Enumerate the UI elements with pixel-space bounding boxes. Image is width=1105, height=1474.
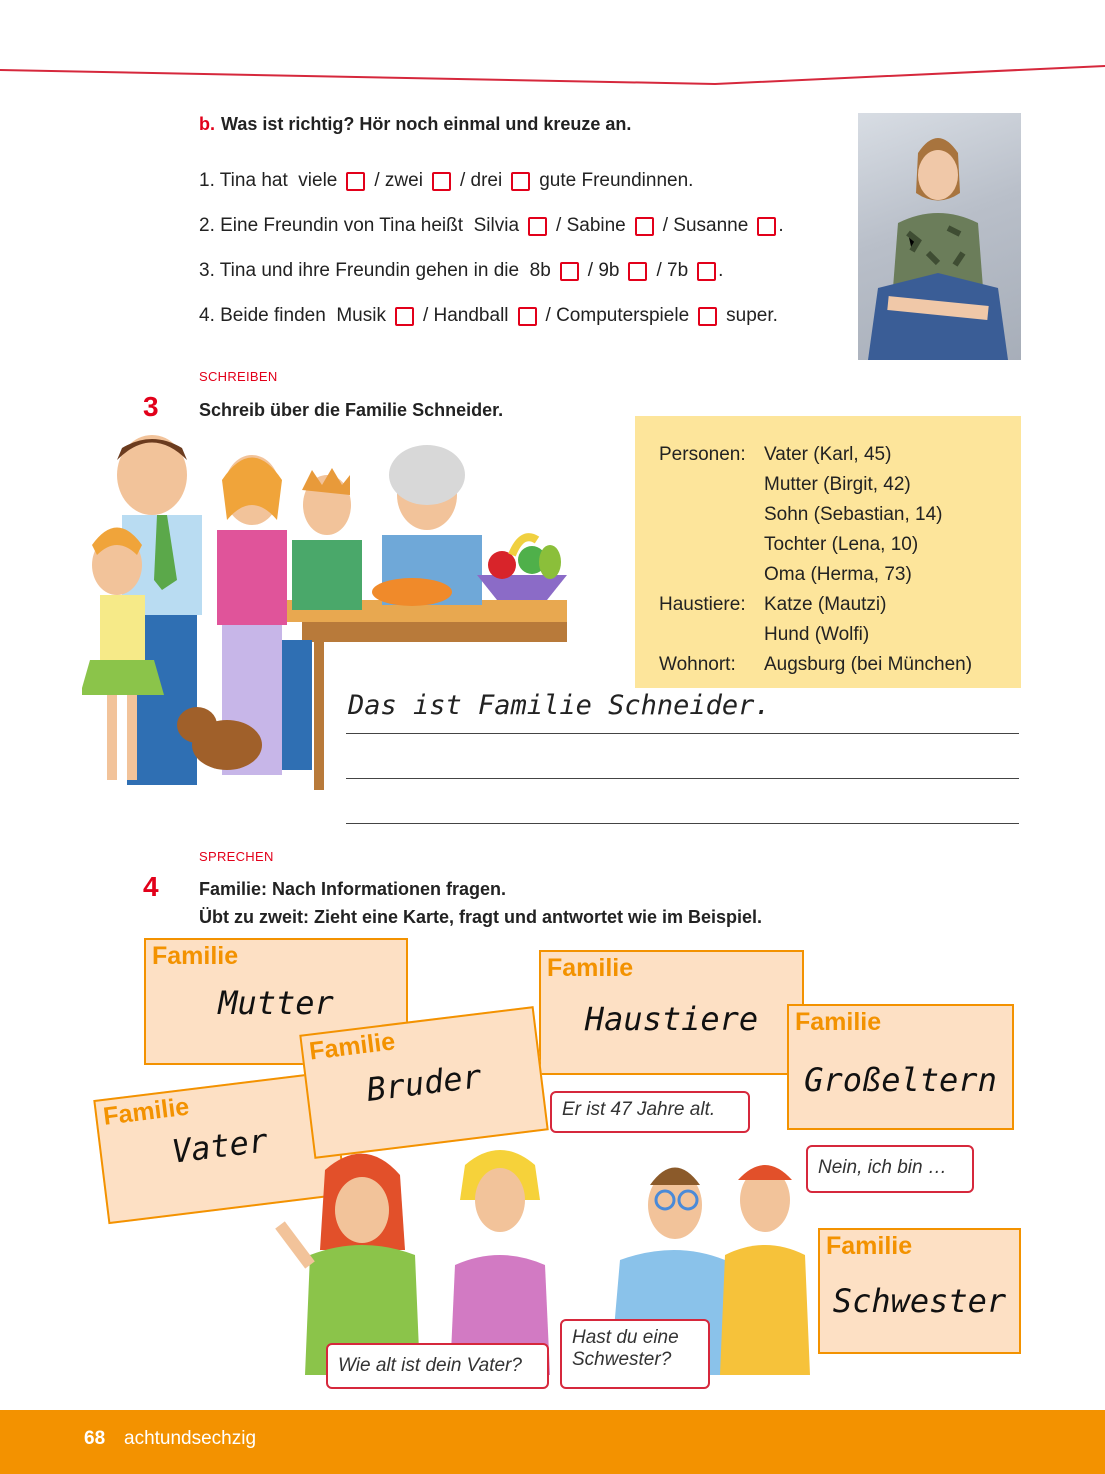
checkbox[interactable] xyxy=(757,217,776,236)
card-title: Familie xyxy=(547,954,634,982)
info-row xyxy=(659,530,1021,560)
info-key: Wohnort: xyxy=(659,654,736,675)
girl-photo xyxy=(858,113,1021,360)
question-1 xyxy=(199,170,693,192)
question-3 xyxy=(199,260,723,282)
section-3-label: SCHREIBEN xyxy=(199,369,278,384)
question-4-suffix: super. xyxy=(726,305,778,326)
option-text: / Handball xyxy=(422,305,509,326)
page-number-word: achtundsechzig xyxy=(124,1428,257,1449)
card-title: Familie xyxy=(152,942,239,970)
card-word: Bruder xyxy=(364,1057,484,1109)
card-title: Familie xyxy=(307,1027,397,1066)
section-3-number: 3 xyxy=(143,391,159,422)
question-3-prefix: 3. Tina und ihre Freundin gehen in die xyxy=(199,260,520,281)
speech-bubble-answer-no xyxy=(806,1145,974,1193)
question-2 xyxy=(199,215,784,237)
question-3-suffix: . xyxy=(718,260,724,281)
card-word: Mutter xyxy=(218,984,334,1022)
page-footer xyxy=(0,1410,1105,1474)
info-value: Tochter (Lena, 10) xyxy=(764,534,919,555)
card-word: Haustiere xyxy=(584,1000,759,1038)
question-2-prefix: 2. Eine Freundin von Tina heißt xyxy=(199,215,464,236)
section-4-number: 4 xyxy=(143,871,159,902)
family-illustration xyxy=(82,430,572,795)
question-1-prefix: 1. Tina hat xyxy=(199,170,288,191)
checkbox[interactable] xyxy=(528,217,547,236)
checkbox[interactable] xyxy=(560,262,579,281)
section-4-instruction-line1: Familie: Nach Informationen fragen. xyxy=(199,879,507,899)
info-row xyxy=(659,560,1021,590)
page-number: 68 xyxy=(84,1428,106,1449)
info-value: Oma (Herma, 73) xyxy=(764,564,912,585)
info-value: Vater (Karl, 45) xyxy=(764,444,892,465)
bubble-text-line2: Schwester? xyxy=(572,1349,672,1370)
bubble-text-line1: Hast du eine xyxy=(572,1327,679,1348)
info-key: Personen: xyxy=(659,444,746,465)
info-value: Katze (Mautzi) xyxy=(764,594,887,615)
exercise-b-letter: b. xyxy=(199,114,215,134)
question-4-prefix: 4. Beide finden xyxy=(199,305,326,326)
option-text: / Computerspiele xyxy=(545,305,690,326)
checkbox[interactable] xyxy=(395,307,414,326)
option-text: / 7b xyxy=(656,260,689,281)
info-row xyxy=(659,590,1021,620)
option-text: / drei xyxy=(459,170,503,191)
checkbox[interactable] xyxy=(628,262,647,281)
checkbox[interactable] xyxy=(635,217,654,236)
checkbox[interactable] xyxy=(432,172,451,191)
checkbox[interactable] xyxy=(346,172,365,191)
option-text: 8b xyxy=(529,260,551,281)
card-title: Familie xyxy=(795,1008,882,1036)
exercise-b-heading xyxy=(199,114,631,135)
bubble-text: Wie alt ist dein Vater? xyxy=(338,1355,522,1376)
writing-line[interactable] xyxy=(346,733,1019,734)
option-text: viele xyxy=(298,170,338,191)
question-1-suffix: gute Freundinnen. xyxy=(539,170,694,191)
card-title: Familie xyxy=(101,1092,191,1131)
card-grosseltern[interactable] xyxy=(787,1004,1014,1130)
speech-bubble-question-father xyxy=(326,1343,549,1389)
exercise-b-instruction: Was ist richtig? Hör noch einmal und kreuze an. xyxy=(221,114,632,134)
speech-bubble-answer-age xyxy=(550,1091,750,1133)
info-value: Hund (Wolfi) xyxy=(764,624,870,645)
family-info-box xyxy=(635,416,1021,688)
info-value: Sohn (Sebastian, 14) xyxy=(764,504,943,525)
students-illustration xyxy=(270,1140,830,1375)
sample-sentence: Das ist Familie Schneider. xyxy=(348,690,771,721)
section-3-instruction: Schreib über die Familie Schneider. xyxy=(199,400,504,420)
info-value: Mutter (Birgit, 42) xyxy=(764,474,911,495)
card-word: Großeltern xyxy=(804,1061,997,1099)
info-row xyxy=(659,470,1021,500)
card-haustiere[interactable] xyxy=(539,950,804,1075)
option-text: / Susanne xyxy=(662,215,749,236)
checkbox[interactable] xyxy=(518,307,537,326)
option-text: Silvia xyxy=(473,215,520,236)
option-text: / Sabine xyxy=(556,215,626,236)
section-4-label: SPRECHEN xyxy=(199,849,274,864)
info-row xyxy=(659,500,1021,530)
card-word: Vater xyxy=(169,1121,270,1171)
bubble-text: Nein, ich bin … xyxy=(818,1157,947,1178)
option-text: / 9b xyxy=(587,260,620,281)
speech-bubble-question-sister xyxy=(560,1319,710,1389)
section-4-instruction xyxy=(199,875,762,931)
info-key: Haustiere: xyxy=(659,594,746,615)
card-schwester[interactable] xyxy=(818,1228,1021,1354)
info-row xyxy=(659,620,1021,650)
card-word: Schwester xyxy=(832,1282,1007,1320)
info-row xyxy=(659,440,1021,470)
checkbox[interactable] xyxy=(511,172,530,191)
top-red-line xyxy=(0,0,1105,90)
checkbox[interactable] xyxy=(698,307,717,326)
checkbox[interactable] xyxy=(697,262,716,281)
info-value: Augsburg (bei München) xyxy=(764,654,973,675)
info-row xyxy=(659,650,1021,680)
question-4 xyxy=(199,305,778,327)
section-4-instruction-line2: Übt zu zweit: Zieht eine Karte, fragt und antwortet wie im Beispiel. xyxy=(199,907,763,927)
option-text: / zwei xyxy=(374,170,423,191)
question-2-suffix: . xyxy=(778,215,784,236)
writing-line[interactable] xyxy=(346,778,1019,779)
option-text: Musik xyxy=(336,305,386,326)
bubble-text: Er ist 47 Jahre alt. xyxy=(562,1099,716,1120)
writing-line[interactable] xyxy=(346,823,1019,824)
card-title: Familie xyxy=(826,1232,913,1260)
